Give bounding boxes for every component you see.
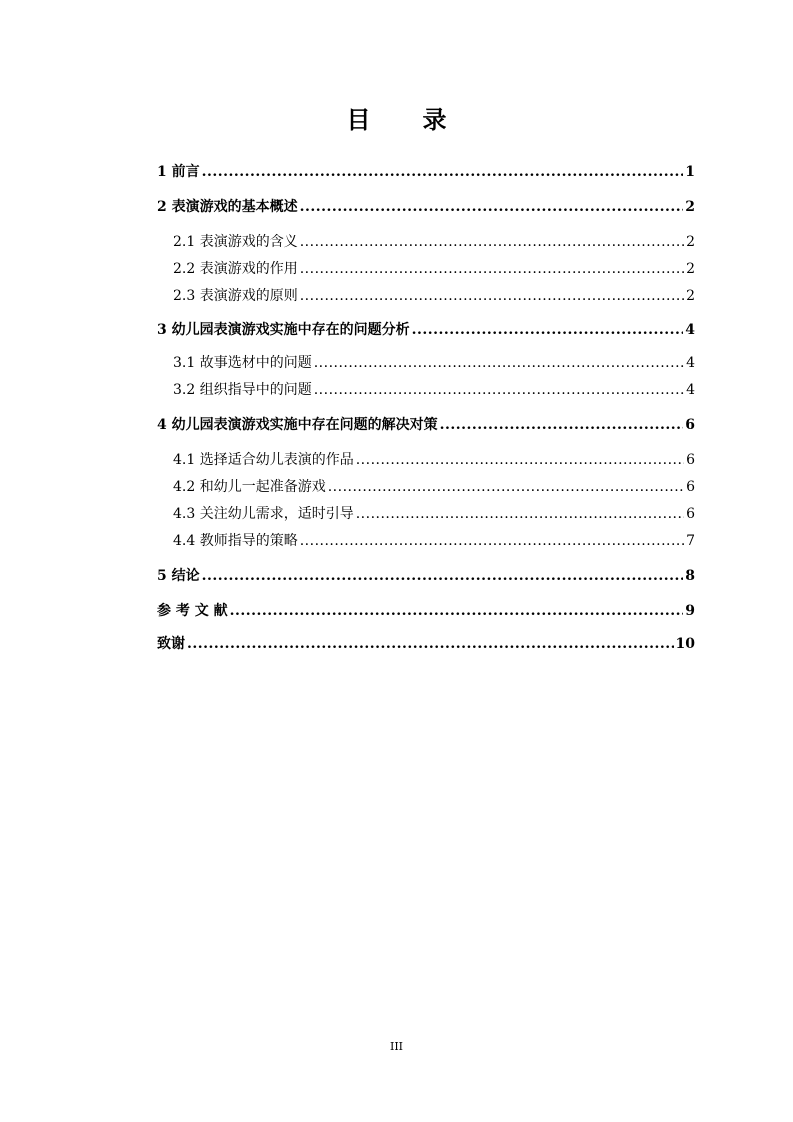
dot-leader xyxy=(300,284,684,308)
dot-leader xyxy=(300,257,684,281)
dot-leader xyxy=(202,564,684,588)
toc-entry-label: 4.1 选择适合幼儿表演的作品 xyxy=(173,452,354,468)
dot-leader xyxy=(328,475,684,499)
dot-leader xyxy=(314,378,684,402)
toc-entry-conclusion[interactable] xyxy=(157,564,695,588)
page-title xyxy=(0,100,793,135)
toc-entry-3-1[interactable] xyxy=(173,351,695,375)
toc-entry-3-2[interactable] xyxy=(173,378,695,402)
toc-entry-page: 2 xyxy=(686,234,695,250)
toc-entry-label: 4.3 关注幼儿需求，适时引导 xyxy=(173,506,354,522)
toc-entry-2-2[interactable] xyxy=(173,257,695,281)
toc-entry-label: 3.2 组织指导中的问题 xyxy=(173,382,312,398)
toc-entry-label: 4.4 教师指导的策略 xyxy=(173,533,298,549)
dot-leader xyxy=(440,413,684,437)
toc-entry-overview[interactable] xyxy=(157,195,695,219)
toc-entry-page: 4 xyxy=(685,322,695,338)
toc-entry-label: 3.1 故事选材中的问题 xyxy=(173,355,312,371)
toc-entry-page: 2 xyxy=(686,288,695,304)
toc-entry-2-1[interactable] xyxy=(173,230,695,254)
toc-entry-label: 2 表演游戏的基本概述 xyxy=(157,199,298,215)
toc-entry-4-3[interactable] xyxy=(173,502,695,526)
toc-entry-4-2[interactable] xyxy=(173,475,695,499)
toc-entry-2-3[interactable] xyxy=(173,284,695,308)
title-char-2: 录 xyxy=(422,105,447,134)
toc-entry-page: 6 xyxy=(686,452,695,468)
toc-entry-label: 2.2 表演游戏的作用 xyxy=(173,261,298,277)
toc-entry-page: 2 xyxy=(685,199,695,215)
page-number: III xyxy=(389,1040,404,1053)
toc-entry-references[interactable] xyxy=(157,599,695,623)
toc-entry-4-4[interactable] xyxy=(173,529,695,553)
toc-entry-page: 6 xyxy=(685,417,695,433)
dot-leader xyxy=(356,448,684,472)
toc-entry-label: 1 前言 xyxy=(157,164,200,180)
dot-leader xyxy=(300,529,684,553)
dot-leader xyxy=(412,318,684,342)
toc-entry-label: 参 考 文 献 xyxy=(157,603,228,619)
toc-entry-page: 4 xyxy=(686,355,695,371)
dot-leader xyxy=(202,160,684,184)
toc-entry-label: 5 结论 xyxy=(157,568,200,584)
toc-entry-page: 2 xyxy=(686,261,695,277)
toc-entry-label: 4 幼儿园表演游戏实施中存在问题的解决对策 xyxy=(157,417,438,433)
toc-entry-label: 3 幼儿园表演游戏实施中存在的问题分析 xyxy=(157,322,410,338)
toc-entry-page: 10 xyxy=(675,636,695,652)
toc-entry-page: 9 xyxy=(685,603,695,619)
toc-entry-page: 4 xyxy=(686,382,695,398)
title-char-1: 目 xyxy=(346,105,371,134)
toc-entry-acknowledgements[interactable] xyxy=(157,632,695,656)
dot-leader xyxy=(300,195,684,219)
dot-leader xyxy=(230,599,684,623)
dot-leader xyxy=(187,632,674,656)
toc-entry-page: 6 xyxy=(686,506,695,522)
toc-entry-page: 7 xyxy=(686,533,695,549)
toc-entry-preface[interactable] xyxy=(157,160,695,184)
toc-entry-label: 4.2 和幼儿一起准备游戏 xyxy=(173,479,326,495)
toc-entry-page: 8 xyxy=(685,568,695,584)
toc-entry-problems[interactable] xyxy=(157,318,695,342)
toc-entry-page: 6 xyxy=(686,479,695,495)
dot-leader xyxy=(356,502,684,526)
toc-entry-label: 致谢 xyxy=(157,636,185,652)
toc-entry-label: 2.3 表演游戏的原则 xyxy=(173,288,298,304)
dot-leader xyxy=(300,230,684,254)
dot-leader xyxy=(314,351,684,375)
toc-entry-4-1[interactable] xyxy=(173,448,695,472)
toc-entry-solutions[interactable] xyxy=(157,413,695,437)
toc-entry-page: 1 xyxy=(685,164,695,180)
toc-entry-label: 2.1 表演游戏的含义 xyxy=(173,234,298,250)
